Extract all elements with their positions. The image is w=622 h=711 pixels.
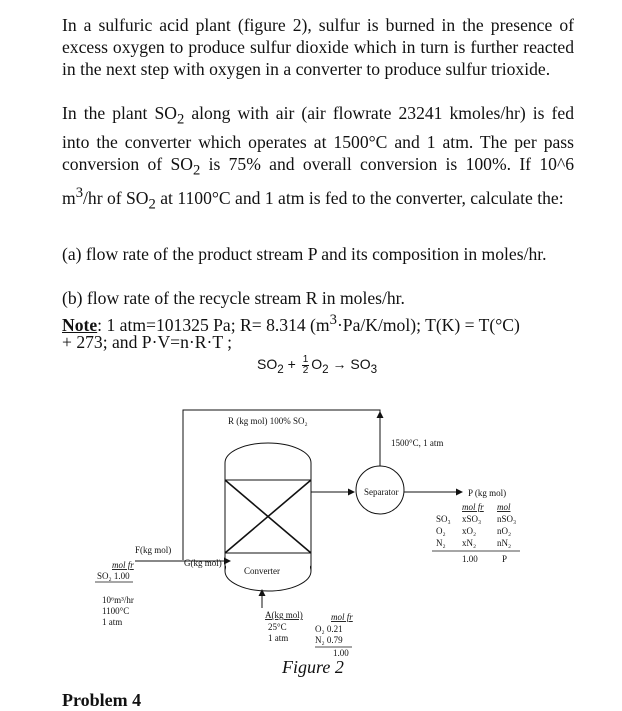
feed-col-frac: mol fr	[112, 560, 134, 570]
product-row-species: O₂	[436, 526, 446, 536]
product-row-frac: xN₂	[462, 538, 477, 548]
intro-paragraph-2: In the plant $SO_2$ along with air (air flowrate 23241 kmoles/hr) is fed into the converter which operates at 1500°C and 1 atm. The per pass conversion of $SO_2$ is 75% and overall conversion is 100%. If 10^6 $m^3/hr$ of $SO_2$ at 1100°C and 1 atm is fed to the converter, calculate the:	[62, 103, 575, 213]
feed-title: F(kg mol)	[135, 545, 172, 555]
feed-row: SO₂ 1.00	[97, 571, 130, 581]
air-pressure: 1 atm	[268, 633, 289, 643]
question-b: (b) flow rate of the recycle stream R in moles/hr.	[62, 288, 405, 308]
note-line-2: + 273; and P·V=n·R·T ;	[62, 332, 233, 352]
air-col-frac: mol fr	[331, 612, 353, 622]
g-stream-label: G(kg mol)	[184, 558, 222, 568]
air-row-o2: O₂ 0.21	[315, 624, 343, 634]
product-total-mol: P	[502, 554, 508, 564]
product-row-frac: xSO₃	[462, 514, 482, 524]
feed-condition-flow: 10⁶m³/hr	[102, 595, 134, 605]
product-row-species: SO₃	[436, 514, 451, 524]
product-col-frac: mol fr	[462, 502, 484, 512]
air-title: A(kg mol)	[265, 610, 303, 620]
product-row-frac: xO₂	[462, 526, 477, 536]
product-col-mol: mol	[497, 502, 511, 512]
figure-caption: Figure 2	[282, 657, 344, 677]
converter-conditions: 1500°C, 1 atm	[391, 438, 444, 448]
air-temp: 25°C	[268, 622, 287, 632]
question-a: (a) flow rate of the product stream P and its composition in moles/hr.	[62, 244, 547, 264]
recycle-label: R (kg mol) 100% SO₂	[228, 416, 308, 426]
product-title: P (kg mol)	[468, 488, 507, 498]
note-line: Note: 1 atm=101325 Pa; R= 8.314 $(m^3\cdot Pa/K/mol)$; T(K) = T(°C)	[62, 312, 520, 335]
air-total: 1.00	[333, 648, 349, 658]
product-row-mol: nN₂	[497, 538, 512, 548]
reaction-equation: $SO_2$ + $\frac{1}{2}$ $O_2 \to SO_3$	[257, 354, 378, 376]
product-total-frac: 1.00	[462, 554, 478, 564]
product-row-species: N₂	[436, 538, 446, 548]
product-row-mol: nSO₃	[497, 514, 517, 524]
feed-condition-pressure: 1 atm	[102, 617, 123, 627]
separator-label: Separator	[364, 487, 399, 497]
converter-label: Converter	[244, 566, 280, 576]
air-row-n2: N₂ 0.79	[315, 635, 343, 645]
intro-paragraph-1: In a sulfuric acid plant (figure 2), sulfur is burned in the presence of excess oxygen to produce sulfur dioxide which in turn is further reacted in the next step with oxygen in a converter to produce sulfur trioxide.	[62, 15, 574, 80]
product-row-mol: nO₂	[497, 526, 512, 536]
feed-condition-temp: 1100°C	[102, 606, 130, 616]
next-problem-heading: Problem 4	[62, 690, 142, 710]
